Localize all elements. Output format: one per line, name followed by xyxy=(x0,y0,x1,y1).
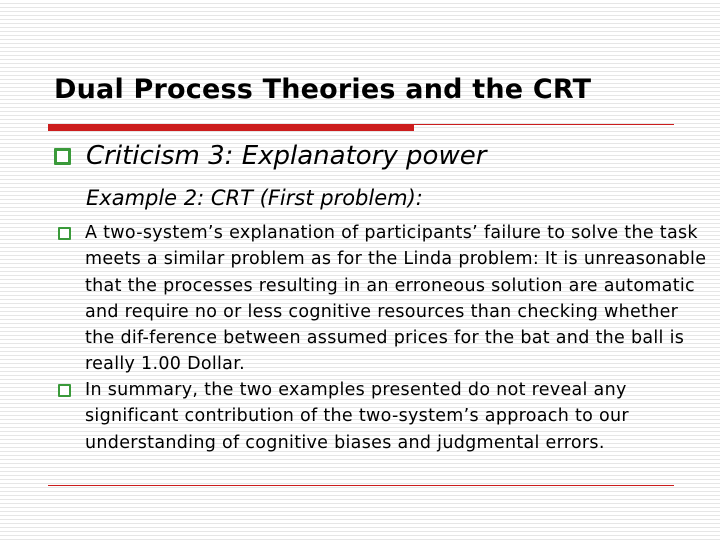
example-subheading: Example 2: CRT (First problem): xyxy=(86,186,423,210)
title-underline-thick xyxy=(48,124,414,131)
body-paragraph: In summary, the two examples presented do not reveal any significant contribution of the two-system’s approach to our understanding of cognitive biases and judgmental errors. xyxy=(85,380,629,453)
body-paragraph: A two-system’s explanation of participants’ failure to solve the task meets a similar problem as for the Linda problem: It is unreasonable that the processes resulting in an erroneous solution are automatic and require no or less cognitive resources than checking whether the dif-ference between assumed prices for the bat and the ball is really 1.00 Dollar. xyxy=(85,223,707,375)
square-bullet-icon xyxy=(54,148,71,165)
square-bullet-icon xyxy=(58,384,71,397)
title-underline-thin xyxy=(414,124,674,125)
slide-title: Dual Process Theories and the CRT xyxy=(54,74,592,105)
footer-rule xyxy=(48,485,674,486)
section-heading: Criticism 3: Explanatory power xyxy=(86,141,487,171)
square-bullet-icon xyxy=(58,227,71,240)
